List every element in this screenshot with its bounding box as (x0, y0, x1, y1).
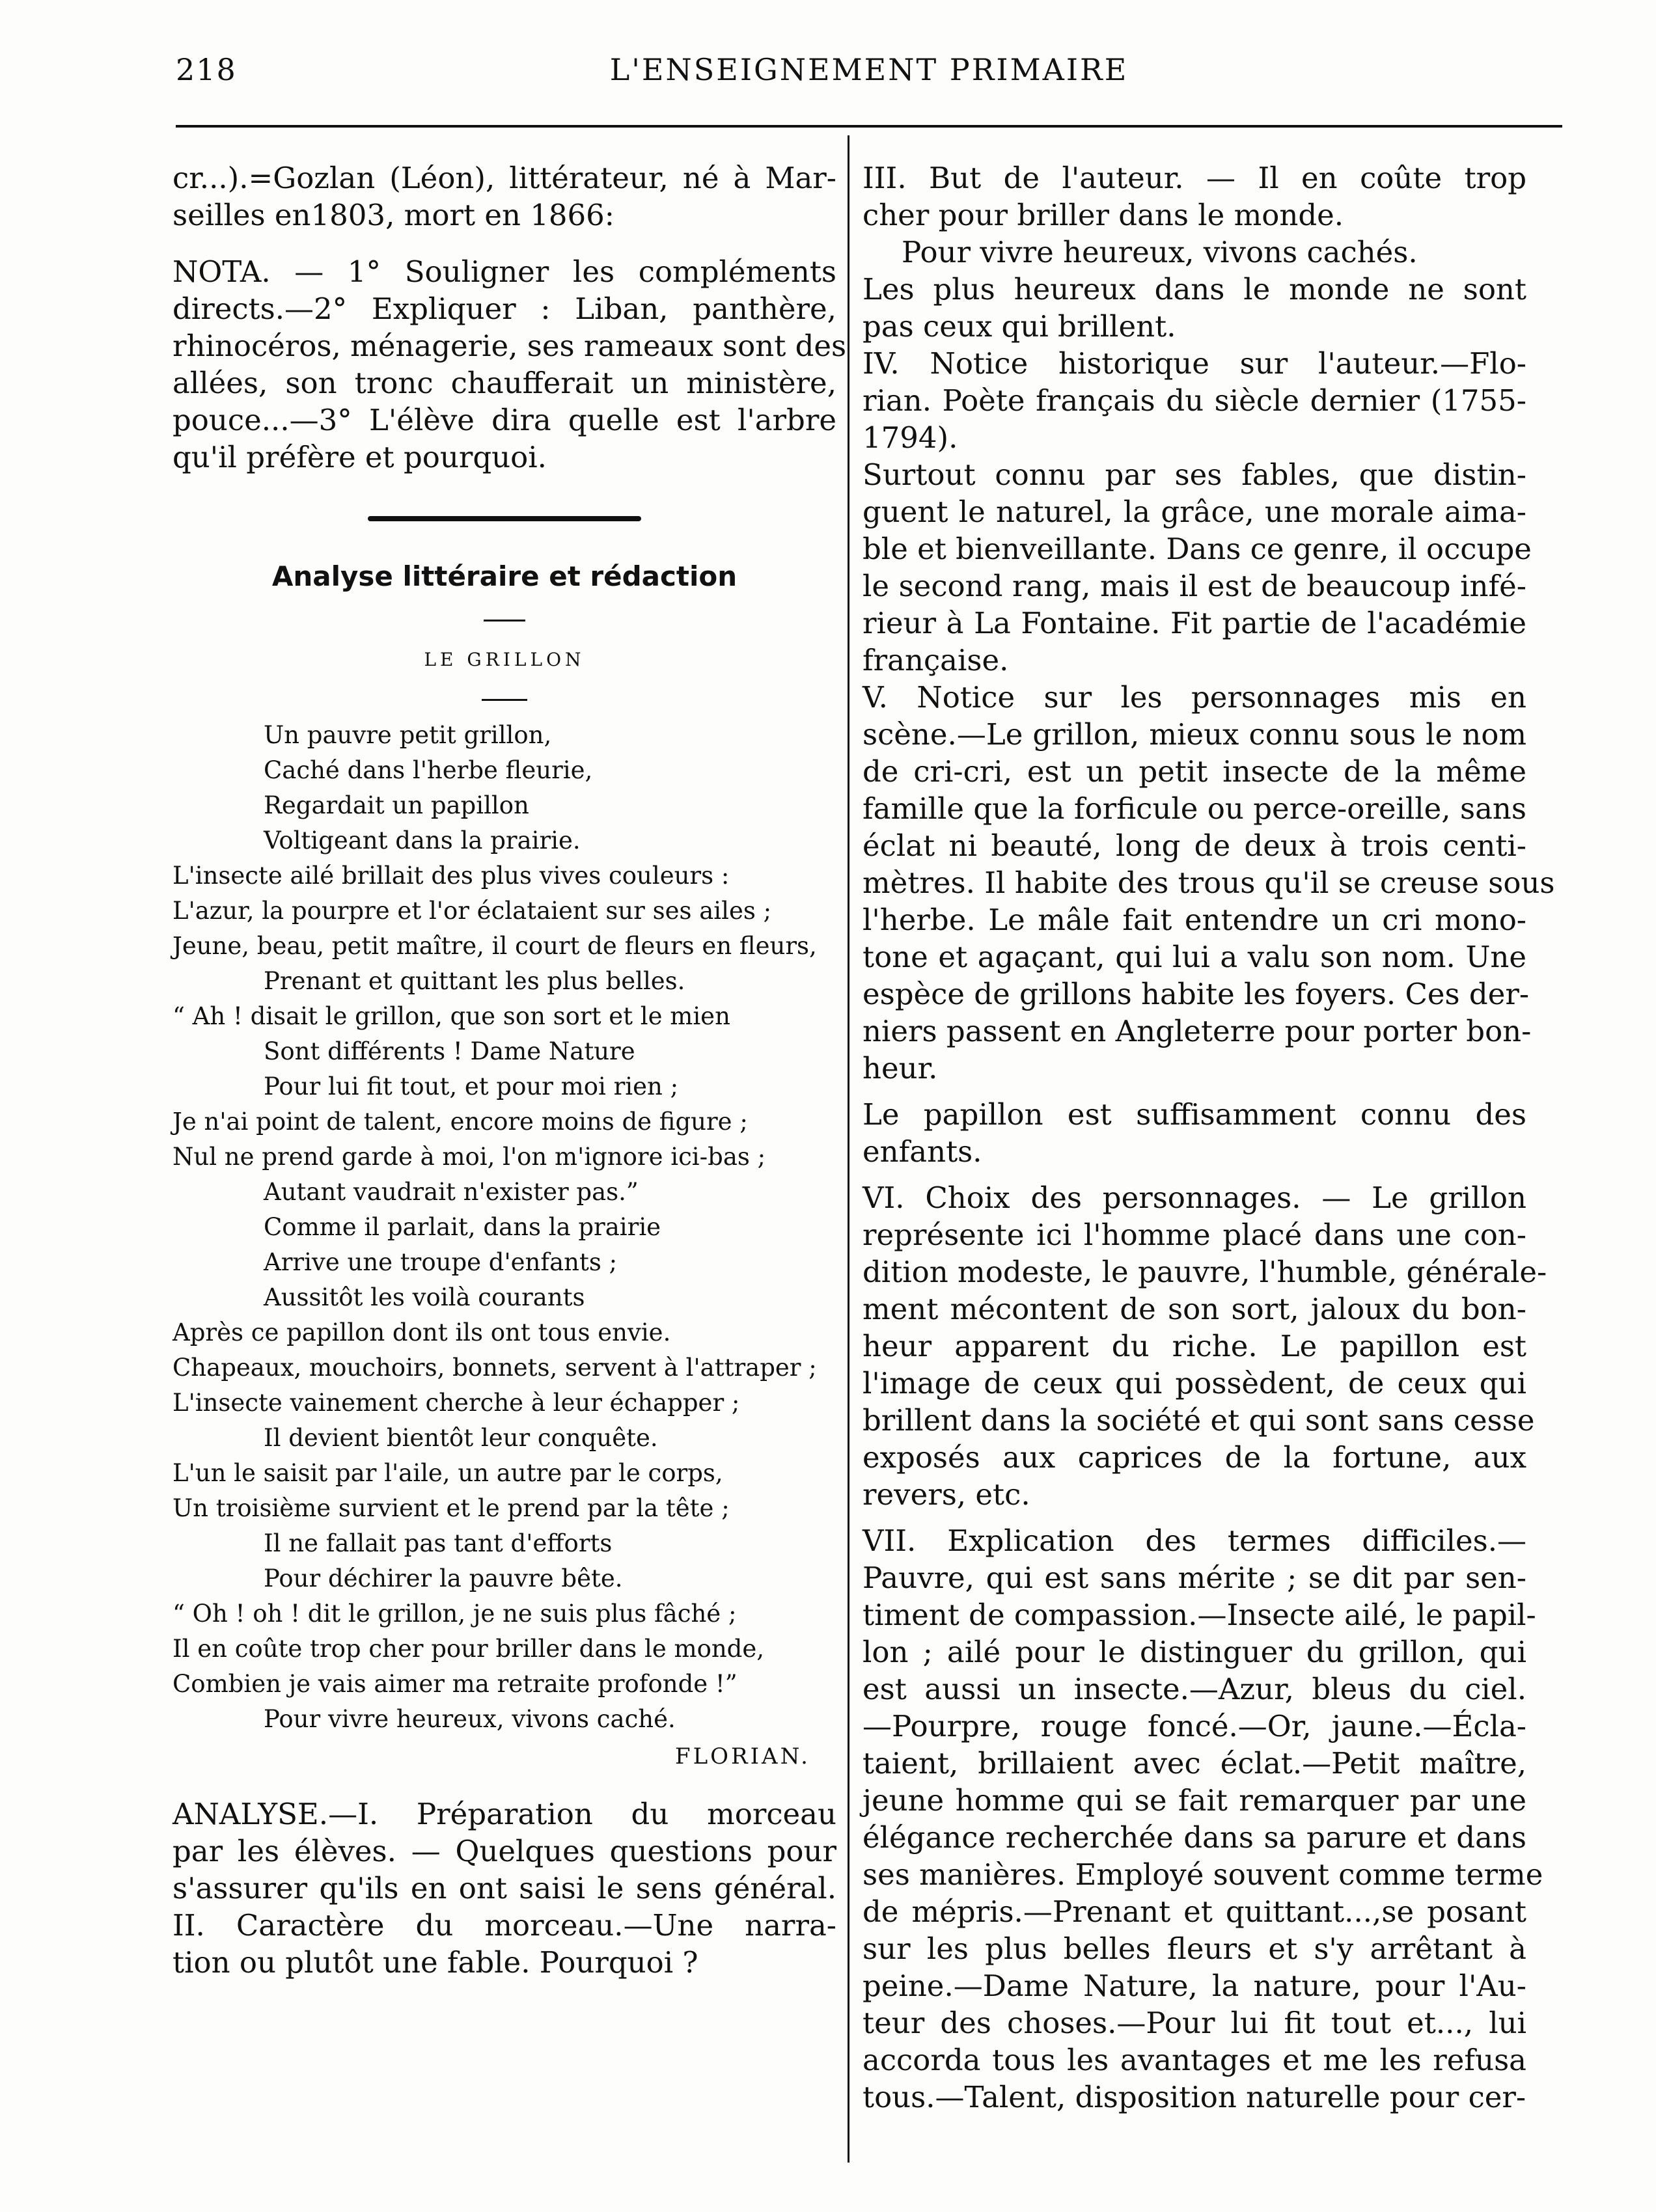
text-line: ble et bienveillante. Dans ce genre, il occupe (862, 532, 1532, 566)
section-notice-personnages (862, 679, 1555, 1087)
text-line: représente ici l'homme placé dans une con- (862, 1218, 1526, 1252)
text-line: est aussi un insecte.—Azur, bleus du ciel. (862, 1672, 1526, 1706)
text-line: heur apparent du riche. Le papillon est (862, 1329, 1526, 1363)
title-rule-bottom (482, 699, 527, 701)
text-line: famille que la forficule ou perce-oreille, sans (862, 791, 1526, 826)
text-line: scène.—Le grillon, mieux connu sous le nom (862, 717, 1526, 752)
text-line: rhinocéros, ménagerie, ses rameaux sont des (172, 329, 847, 363)
text-line: élégance recherchée dans sa parure et dans (862, 1820, 1526, 1855)
intro-paragraph (172, 159, 836, 234)
text-line: revers, etc. (862, 1477, 1030, 1512)
text-line: accorda tous les avantages et me les refusa (862, 2043, 1526, 2077)
poem-line: Aussitôt les voilà courants (264, 1283, 585, 1311)
text-line: dition modeste, le pauvre, l'humble, générale- (862, 1255, 1547, 1289)
section-choix-personnages (862, 1179, 1547, 1513)
text-line: guent le naturel, la grâce, une morale aima- (862, 495, 1526, 529)
header-rule (176, 125, 1562, 128)
text-line: tous.—Talent, disposition naturelle pour cer- (862, 2080, 1526, 2114)
text-line: Pour vivre heureux, vivons cachés. (902, 235, 1418, 269)
poem-line: Un pauvre petit grillon, (264, 721, 552, 749)
poem-line: Prenant et quittant les plus belles. (264, 967, 685, 995)
poem-line: Arrive une troupe d'enfants ; (264, 1248, 618, 1276)
poem-line: “ Ah ! disait le grillon, que son sort et le mien (172, 1002, 730, 1030)
text-line: VII. Explication des termes difficiles.— (862, 1523, 1526, 1558)
poem-line: Regardait un papillon (264, 791, 529, 819)
text-line: espèce de grillons habite les foyers. Ces der- (862, 977, 1530, 1011)
poem-line: Voltigeant dans la prairie. (264, 826, 581, 854)
column-divider (848, 135, 849, 2163)
text-line: française. (862, 643, 1009, 677)
running-title: L'ENSEIGNEMENT PRIMAIRE (609, 52, 1129, 87)
text-line: par les élèves. — Quelques questions pour (172, 1834, 836, 1868)
poem-title: LE GRILLON (424, 649, 585, 670)
text-line: taient, brillaient avec éclat.—Petit maître, (862, 1746, 1526, 1781)
text-line: sur les plus belles fleurs et s'y arrêtant à (862, 1932, 1526, 1966)
papillon-note (862, 1096, 1526, 1170)
poem-line: Un troisième survient et le prend par la tête ; (172, 1494, 730, 1522)
poem-line: Il ne fallait pas tant d'efforts (264, 1529, 613, 1557)
notice-auteur-details (862, 456, 1532, 679)
text-line: teur des choses.—Pour lui fit tout et..., lui (862, 2006, 1526, 2040)
poem-line: Il en coûte trop cher pour briller dans le monde, (172, 1635, 765, 1663)
text-line: niers passent en Angleterre pour porter bon- (862, 1014, 1532, 1048)
text-line: pouce...—3° L'élève dira quelle est l'arbre (172, 403, 836, 437)
text-line: cher pour briller dans le monde. (862, 198, 1344, 232)
text-line: V. Notice sur les personnages mis en (862, 680, 1526, 715)
poem-line: Comme il parlait, dans la prairie (264, 1213, 661, 1241)
section-notice-auteur (862, 345, 1526, 456)
running-header (176, 52, 1562, 98)
page-number: 218 (176, 52, 237, 87)
poem-line: Après ce papillon dont ils ont tous envie. (172, 1318, 671, 1346)
poem-line: Sont différents ! Dame Nature (264, 1037, 635, 1065)
text-line: qu'il préfère et pourquoi. (172, 440, 547, 474)
text-line: peine.—Dame Nature, la nature, pour l'Au- (862, 1969, 1526, 2003)
text-line: pas ceux qui brillent. (862, 309, 1176, 344)
text-line: Le papillon est suffisamment connu des (862, 1097, 1526, 1132)
maxim-line (862, 234, 1526, 271)
poem-line: Pour vivre heureux, vivons caché. (264, 1705, 676, 1733)
poem-line: Jeune, beau, petit maître, il court de fleurs en fleurs, (172, 932, 817, 960)
poem-line: Autant vaudrait n'exister pas.” (264, 1178, 639, 1206)
text-line: éclat ni beauté, long de deux à trois centi- (862, 828, 1526, 863)
text-line: brillent dans la société et qui sont sans cesse (862, 1403, 1535, 1438)
nota-paragraph (172, 253, 847, 476)
poem-author: FLORIAN. (674, 1743, 810, 1769)
poem-line: Je n'ai point de talent, encore moins de figure ; (172, 1108, 748, 1136)
poem-line: L'insecte ailé brillait des plus vives couleurs : (172, 862, 730, 890)
text-line: NOTA. — 1° Souligner les compléments (172, 254, 836, 289)
text-line: s'assurer qu'ils en ont saisi le sens général. (172, 1871, 836, 1905)
text-line: l'herbe. Le mâle fait entendre un cri mono- (862, 903, 1526, 937)
poem-line: Chapeaux, mouchoirs, bonnets, servent à l'attraper ; (172, 1354, 817, 1382)
section-but-auteur (862, 159, 1526, 234)
text-line: Pauvre, qui est sans mérite ; se dit par sen- (862, 1561, 1526, 1595)
text-line: le second rang, mais il est de beaucoup infé- (862, 569, 1526, 603)
text-line: l'image de ceux qui possèdent, de ceux qui (862, 1366, 1526, 1400)
text-line: rian. Poète français du siècle dernier (1755- (862, 383, 1526, 418)
text-line: allées, son tronc chaufferait un ministère, (172, 366, 836, 400)
text-line: cr...).=Gozlan (Léon), littérateur, né à Mar- (172, 161, 836, 195)
text-line: heur. (862, 1051, 938, 1086)
poem-line: “ Oh ! oh ! dit le grillon, je ne suis plus fâché ; (172, 1600, 737, 1628)
text-line: ANALYSE.—I. Préparation du morceau (172, 1797, 836, 1831)
text-line: III. But de l'auteur. — Il en coûte trop (862, 161, 1526, 195)
poem-line: Il devient bientôt leur conquête. (264, 1424, 658, 1452)
text-line: —Pourpre, rouge foncé.—Or, jaune.—Écla- (862, 1709, 1526, 1743)
text-line: directs.—2° Expliquer : Liban, panthère, (172, 292, 836, 326)
text-line: jeune homme qui se fait remarquer par une (862, 1783, 1526, 1818)
text-line: enfants. (862, 1134, 982, 1169)
text-line: II. Caractère du morceau.—Une narra- (172, 1908, 836, 1943)
text-line: IV. Notice historique sur l'auteur.—Flo- (862, 346, 1526, 381)
section-heading: Analyse littéraire et rédaction (271, 560, 738, 592)
poem-line: Combien je vais aimer ma retraite profonde !” (172, 1670, 738, 1698)
analyse-paragraph (172, 1796, 836, 1981)
title-rule-top (484, 620, 525, 621)
text-line: 1794). (862, 420, 958, 455)
text-line: rieur à La Fontaine. Fit partie de l'académie (862, 606, 1526, 640)
text-line: tone et agaçant, qui lui a valu son nom. Une (862, 940, 1526, 974)
poem-line: Caché dans l'herbe fleurie, (264, 756, 593, 784)
text-line: tion ou plutôt une fable. Pourquoi ? (172, 1945, 698, 1980)
text-line: de mépris.—Prenant et quittant...,se posant (862, 1894, 1526, 1929)
text-line: seilles en1803, mort en 1866: (172, 198, 614, 232)
left-column (172, 159, 847, 1981)
text-line: VI. Choix des personnages. — Le grillon (862, 1181, 1526, 1215)
text-line: de cri-cri, est un petit insecte de la même (862, 754, 1526, 789)
text-line: Surtout connu par ses fables, que distin- (862, 457, 1526, 492)
text-line: ses manières. Employé souvent comme terme (862, 1857, 1543, 1892)
text-line: lon ; ailé pour le distinguer du grillon, qui (862, 1635, 1526, 1669)
poem-line: Pour déchirer la pauvre bête. (264, 1564, 623, 1592)
poem-line: L'un le saisit par l'aile, un autre par le corps, (172, 1459, 723, 1487)
text-line: mètres. Il habite des trous qu'il se creuse sous (862, 866, 1555, 900)
poem-line: Nul ne prend garde à moi, l'on m'ignore ici-bas ; (172, 1143, 766, 1171)
maxim-explanation (862, 271, 1526, 345)
poem-line: Pour lui fit tout, et pour moi rien ; (264, 1072, 679, 1100)
text-line: timent de compassion.—Insecte ailé, le papil- (862, 1598, 1536, 1632)
poem (172, 718, 836, 1737)
text-line: ment mécontent de son sort, jaloux du bon- (862, 1292, 1526, 1326)
text-line: Les plus heureux dans le monde ne sont (862, 272, 1526, 307)
poem-line: L'insecte vainement cherche à leur échapper ; (172, 1389, 740, 1417)
text-line: exposés aux caprices de la fortune, aux (862, 1440, 1526, 1475)
right-column (862, 159, 1555, 2116)
poem-line: L'azur, la pourpre et l'or éclataient sur ses ailes ; (172, 897, 772, 925)
section-separator (368, 516, 641, 521)
section-explication-termes (862, 1522, 1543, 2116)
